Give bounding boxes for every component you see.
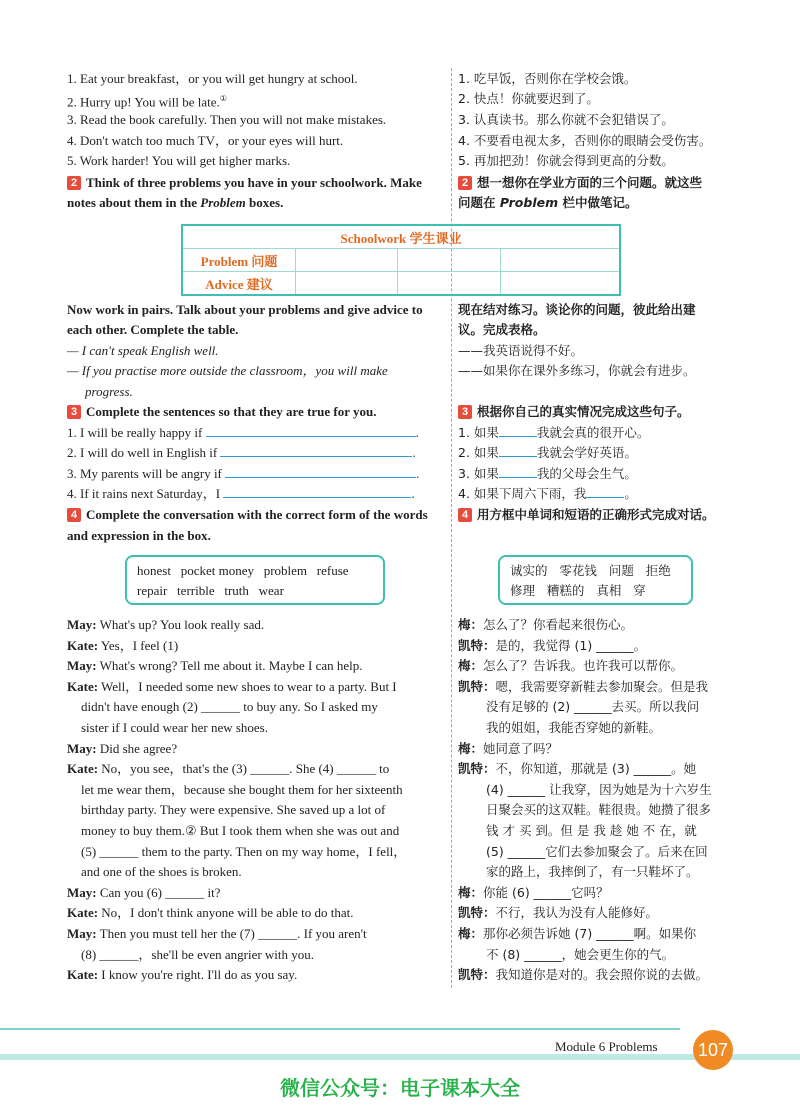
dialog-text: (5) ______ them to the party. Then on my way home，I fell，: [81, 843, 407, 859]
table-cell[interactable]: [500, 249, 620, 272]
period: .: [416, 466, 420, 481]
dialog-line: [81, 946, 314, 964]
left-list-item-4: 4. Don't watch too much TV，or your eyes will hurt.: [67, 133, 344, 148]
task4-number-zh: 4: [458, 508, 472, 522]
dialog-text: 家的路上，我摔倒了，有一只鞋坏了。: [486, 864, 699, 880]
period: .: [411, 486, 415, 501]
task3-text: Complete the sentences so that they are true for you.: [86, 404, 377, 419]
sentence-3: [67, 465, 447, 483]
speaker: Kate:: [67, 905, 99, 921]
dialog-line: [81, 843, 406, 861]
dialog-text: 怎么了？你看起来很伤心。: [483, 617, 634, 632]
dialog-line: [458, 884, 609, 902]
task4-text-a: Complete the conversation with the correct form of the words: [86, 507, 428, 522]
table-cell[interactable]: [296, 249, 398, 272]
dialog-line: [458, 678, 708, 696]
answer-blank[interactable]: [499, 424, 537, 437]
sentence-2: [67, 444, 447, 462]
speaker: May:: [67, 658, 97, 674]
example-2: — If you practise more outside the classroom，you will make: [67, 363, 388, 378]
dialog-text: No，you see，that's the (3) ______. She (4) ______ to: [98, 761, 390, 777]
s3b: 我的父母会生气。: [536, 466, 637, 481]
dialog-line: [67, 740, 177, 758]
dialog-line: [458, 616, 633, 634]
right-list-item-5: 5. 再加把劲！你就会得到更高的分数。: [458, 153, 674, 168]
left-list-item-5: 5. Work harder! You will get higher marks.: [67, 153, 291, 168]
page-number: 107: [693, 1030, 733, 1070]
table-cell[interactable]: [500, 272, 620, 296]
answer-blank[interactable]: [225, 465, 416, 478]
dialog-text: (8) ______，she'll be even angrier with you.: [81, 946, 315, 962]
s1b: 我就会真的很开心。: [536, 425, 650, 440]
sentence-zh-3: [458, 465, 748, 483]
dialog-text: (4) ______ 让我穿，因为她是为十六岁生: [486, 781, 712, 797]
task2-heading-zh: [458, 174, 748, 192]
dialog-text: 钱 才 买 到。但 是 我 趁 她 不 在，就: [486, 823, 697, 838]
pair-instruction-zh-2: 议。完成表格。: [458, 322, 546, 337]
dialog-text: 是的，我觉得 (1) ______。: [495, 637, 647, 653]
task2-text-a: Think of three problems you have in your schoolwork. Make: [86, 175, 422, 190]
task2-heading: [67, 174, 447, 192]
s3a: 3. 如果: [458, 466, 499, 481]
dialog-line: [458, 740, 558, 758]
task2-text-b-italic: Problem: [200, 195, 246, 210]
dialog-text: 你能 (6) ______它吗？: [483, 884, 609, 900]
dialog-line: [458, 904, 658, 922]
sentence-3-text: 3. My parents will be angry if: [67, 466, 222, 481]
speaker: 凯特：: [458, 905, 496, 921]
task2-text-b-post: boxes.: [245, 195, 284, 210]
speaker: 凯特：: [458, 637, 496, 653]
dialog-line: [67, 884, 220, 902]
dialog-text: 我知道你是对的。我会照你说的去做。: [495, 967, 709, 983]
dialog-line: [81, 863, 242, 881]
table-cell[interactable]: [296, 272, 398, 296]
dialog-text: 嗯，我需要穿新鞋去参加聚会。但是我: [495, 678, 709, 694]
dialog-line: [67, 637, 178, 655]
task2-zh-b-pre: 问题在: [458, 195, 500, 210]
speaker: 梅：: [458, 926, 484, 941]
dialog-line: [458, 637, 646, 655]
example-1: — I can't speak English well.: [67, 343, 219, 358]
dialog-text: birthday party. They were expensive. She saved up a lot of: [81, 802, 386, 818]
dialog-text: 我的姐姐，我能否穿她的新鞋。: [486, 720, 662, 735]
answer-blank[interactable]: [220, 444, 412, 457]
table-cell[interactable]: [398, 272, 500, 296]
dialog-line: [67, 678, 397, 696]
answer-blank[interactable]: [223, 485, 411, 498]
module-label: Module 6 Problems: [555, 1039, 658, 1054]
answer-blank[interactable]: [586, 485, 624, 498]
dialog-line: [458, 760, 696, 778]
dialog-text: 不行，我认为没有人能修好。: [495, 905, 659, 921]
task3-number: 3: [67, 405, 81, 419]
dialog-line: [458, 925, 696, 943]
dialog-text: let me wear them，because she bought them for her sixteenth: [81, 781, 403, 797]
dialog-text: (5) ______它们去参加聚会了。后来在回: [486, 843, 708, 859]
speaker: Kate:: [67, 637, 99, 653]
dialog-line: [458, 657, 683, 675]
dialog-line: [67, 925, 367, 943]
task2-number: 2: [67, 176, 81, 190]
dialog-text: I know you're right. I'll do as you say.: [98, 967, 298, 983]
footer-rule: [0, 1028, 680, 1030]
speaker: Kate:: [67, 761, 99, 777]
task3-zh-text: 根据你自己的真实情况完成这些句子。: [477, 404, 690, 419]
speaker: Kate:: [67, 678, 99, 694]
dialog-text: Well，I needed some new shoes to wear to a party. But I: [98, 678, 397, 694]
dialog-line: [67, 657, 363, 675]
dialog-line: [81, 781, 403, 799]
s4b: 。: [624, 486, 637, 501]
left-list-item-1: 1. Eat your breakfast，or you will get hungry at school.: [67, 71, 358, 86]
sentence-1-text: 1. I will be really happy if: [67, 425, 203, 440]
speaker: 梅：: [458, 740, 484, 756]
dialog-text: and one of the shoes is broken.: [81, 864, 242, 880]
left-list-item-2: [67, 90, 447, 111]
dialog-line: [486, 781, 712, 799]
table-row-problem: Problem 问题: [182, 249, 296, 272]
speaker: May:: [67, 740, 97, 756]
answer-blank[interactable]: [499, 444, 537, 457]
column-divider: [451, 68, 452, 988]
sentence-4-text: 4. If it rains next Saturday，I: [67, 486, 221, 501]
right-list-item-2: 2. 快点！你就要迟到了。: [458, 91, 599, 106]
left-list-item-2-text: 2. Hurry up! You will be late.: [67, 94, 220, 110]
task3-number-zh: 3: [458, 405, 472, 419]
pair-instruction-2: each other. Complete the table.: [67, 322, 239, 337]
schoolwork-table: [181, 224, 621, 296]
s1a: 1. 如果: [458, 425, 499, 440]
word-box-en-line-2: repair terrible truth wear: [137, 583, 284, 598]
dialog-text: What's up? You look really sad.: [96, 617, 265, 632]
right-list-item-1: 1. 吃早饭，否则你在学校会饿。: [458, 71, 637, 86]
word-box-zh-line-2: 修理 糟糕的 真相 穿: [510, 583, 646, 598]
dialog-text: Yes，I feel (1): [98, 637, 179, 653]
wechat-watermark: 微信公众号：电子课本大全: [280, 1076, 520, 1100]
task4-number: 4: [67, 508, 81, 522]
task4-heading-zh: [458, 506, 748, 524]
period: .: [412, 445, 416, 460]
dialog-text: Then you must tell her the (7) ______. If you aren't: [96, 926, 367, 941]
table-row-advice: Advice 建议: [182, 272, 296, 296]
left-list-item-3: 3. Read the book carefully. Then you will not make mistakes.: [67, 112, 387, 127]
dialog-text: 怎么了？告诉我。也许我可以帮你。: [483, 658, 684, 674]
task2-zh-b-post: 栏中做笔记。: [558, 195, 638, 210]
dialog-line: [486, 822, 697, 840]
sentence-zh-2: [458, 444, 748, 462]
speaker: 凯特：: [458, 678, 496, 694]
example-zh-1: ——我英语说得不好。: [458, 343, 584, 358]
dialog-text: No，I don't think anyone will be able to do that.: [98, 905, 354, 921]
task2-number-zh: 2: [458, 176, 472, 190]
speaker: Kate:: [67, 967, 99, 983]
task3-heading: [67, 403, 447, 421]
dialog-line: [67, 616, 264, 634]
dialog-line: [486, 719, 661, 737]
speaker: 凯特：: [458, 967, 496, 983]
table-cell[interactable]: [398, 249, 500, 272]
word-box-zh: [498, 555, 693, 605]
speaker: 凯特：: [458, 761, 496, 777]
example-zh-2: ——如果你在课外多练习，你就会有进步。: [458, 363, 696, 378]
dialog-text: sister if I could wear her new shoes.: [81, 720, 268, 735]
word-box-zh-line-1: 诚实的 零花钱 问题 拒绝: [510, 563, 671, 578]
answer-blank[interactable]: [206, 424, 416, 437]
speaker: May:: [67, 617, 97, 632]
task2-zh-b-italic: Problem: [499, 195, 559, 210]
dialog-text: Did she agree?: [96, 740, 178, 756]
example-3: progress.: [85, 384, 133, 399]
sentence-zh-4: [458, 485, 748, 503]
period: .: [415, 425, 419, 440]
s2a: 2. 如果: [458, 445, 499, 460]
task4-heading-b: and expression in the box.: [67, 528, 211, 543]
footer-band: [0, 1054, 800, 1060]
dialog-line: [81, 719, 268, 737]
dialog-line: [486, 801, 711, 819]
dialog-line: [486, 863, 699, 881]
task3-heading-zh: [458, 403, 748, 421]
sentence-zh-1: [458, 424, 748, 442]
dialog-text: 她同意了吗？: [483, 740, 559, 756]
word-box-en-line-1: honest pocket money problem refuse: [137, 563, 349, 578]
s4a: 4. 如果下周六下雨，我: [458, 486, 587, 501]
dialog-text: money to buy them.② But I took them when she was out and: [81, 823, 400, 838]
dialog-line: [67, 966, 297, 984]
speaker: May:: [67, 884, 97, 900]
dialog-line: [67, 904, 353, 922]
dialog-line: [81, 822, 399, 840]
speaker: 梅：: [458, 617, 484, 632]
pair-instruction-1: Now work in pairs. Talk about your problems and give advice to: [67, 302, 423, 317]
dialog-text: Can you (6) ______ it?: [96, 884, 221, 900]
dialog-text: didn't have enough (2) ______ to buy any. So I asked my: [81, 699, 378, 715]
speaker: 梅：: [458, 884, 484, 900]
s2b: 我就会学好英语。: [536, 445, 637, 460]
sentence-2-text: 2. I will do well in English if: [67, 445, 218, 460]
dialog-line: [81, 698, 378, 716]
dialog-line: [486, 946, 674, 964]
dialog-text: 没有足够的 (2) ______去买。所以我问: [486, 699, 700, 715]
sentence-4: [67, 485, 447, 503]
task2-heading-b: [67, 194, 447, 212]
footnote-1: ①: [219, 94, 227, 103]
pair-instruction-zh-1: 现在结对练习。谈论你的问题，彼此给出建: [458, 302, 696, 317]
dialog-line: [486, 843, 708, 861]
dialog-text: 那你必须告诉她 (7) ______啊。如果你: [483, 926, 697, 941]
right-list-item-4: 4. 不要看电视太多，否则你的眼睛会受伤害。: [458, 133, 712, 148]
right-list-item-3: 3. 认真读书。那么你就不会犯错误了。: [458, 112, 674, 127]
dialog-line: [67, 760, 389, 778]
dialog-line: [458, 966, 708, 984]
task2-text-b-pre: notes about them in the: [67, 195, 201, 210]
answer-blank[interactable]: [499, 465, 537, 478]
speaker: May:: [67, 926, 97, 941]
table-title: Schoolwork 学生课业: [182, 225, 620, 249]
task2-heading-zh-b: [458, 194, 748, 212]
word-box-en: [125, 555, 385, 605]
sentence-1: [67, 424, 447, 442]
dialog-text: What's wrong? Tell me about it. Maybe I can help.: [96, 658, 363, 674]
dialog-text: 日聚会买的这双鞋。鞋很贵。她攒了很多: [486, 802, 712, 818]
dialog-line: [81, 801, 385, 819]
dialog-text: 不，你知道，那就是 (3) ______。她: [495, 761, 697, 777]
dialog-line: [486, 698, 699, 716]
dialog-text: 不 (8) ______，她会更生你的气。: [486, 946, 675, 962]
task4-heading: [67, 506, 447, 524]
task2-zh-a: 想一想你在学业方面的三个问题。就这些: [477, 175, 703, 190]
speaker: 梅：: [458, 658, 484, 674]
task4-zh-text: 用方框中单词和短语的正确形式完成对话。: [477, 507, 715, 522]
